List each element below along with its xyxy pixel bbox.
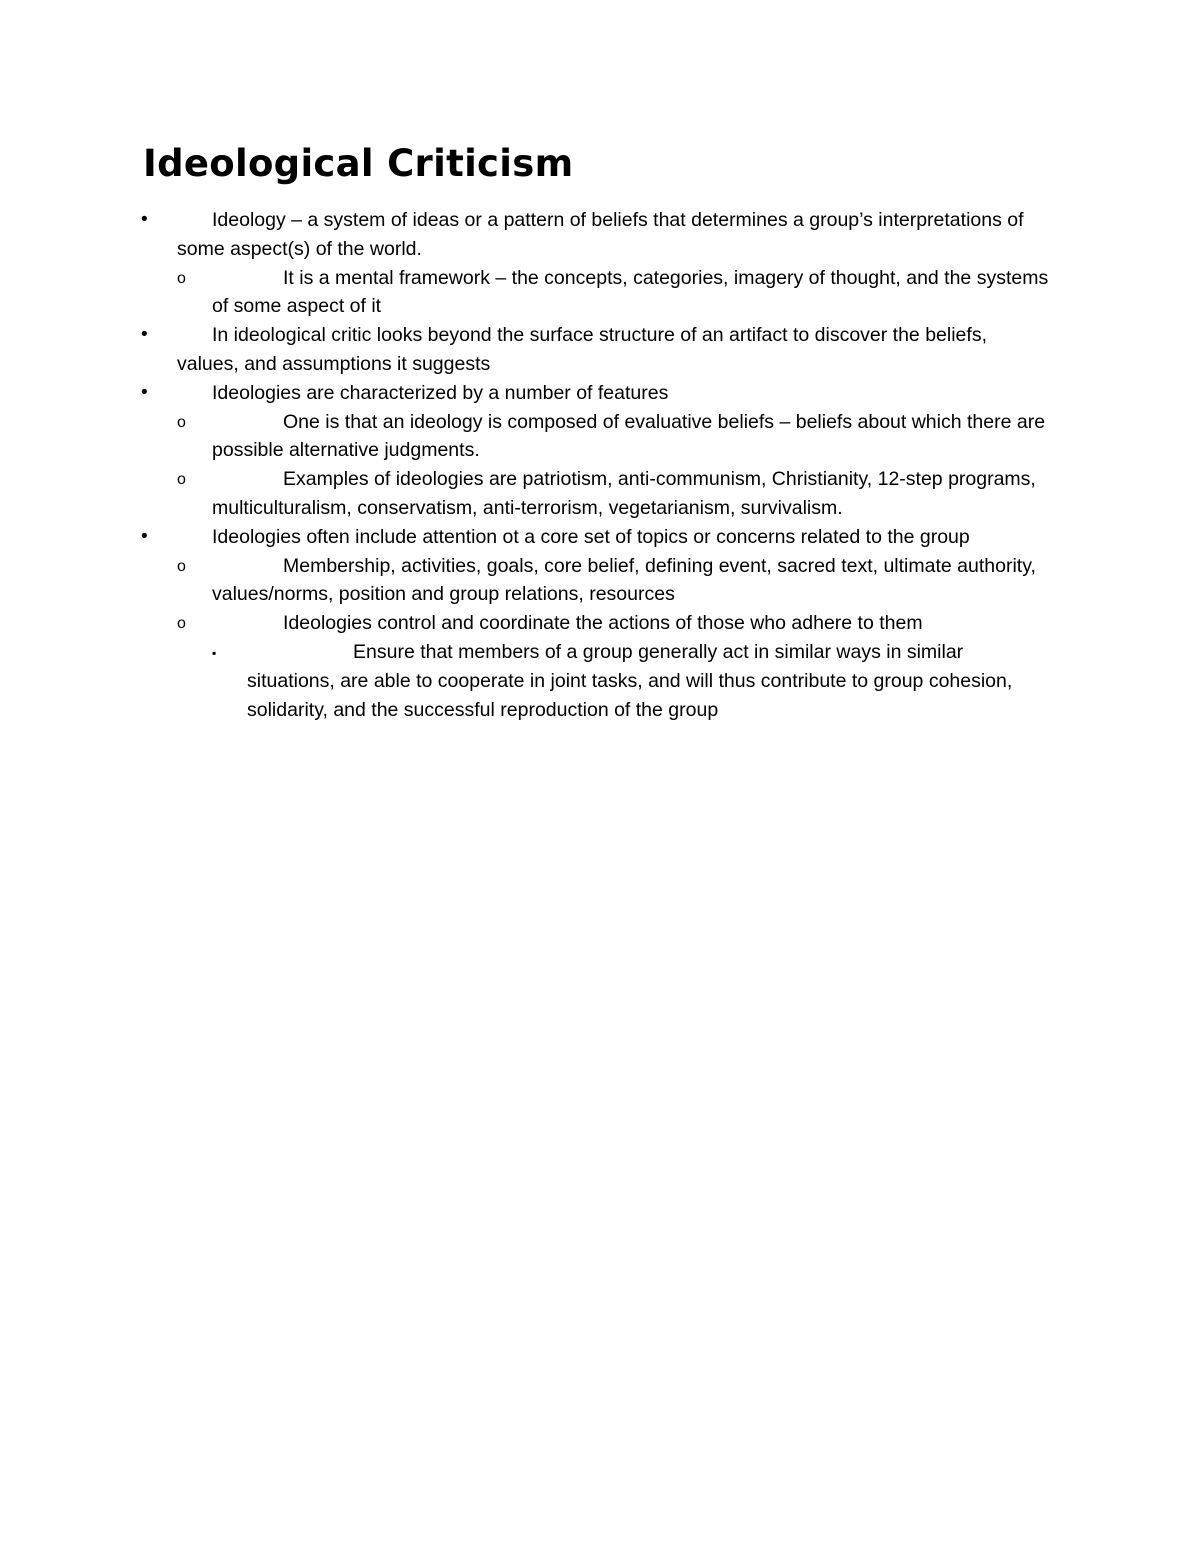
list-item	[0, 552, 1062, 610]
list-item	[0, 523, 1047, 552]
list-item-text: Examples of ideologies are patriotism, anti-communism, Christianity, 12-step programs, multiculturalism, conservatism, anti-terrorism, vegetarianism, survivalism.	[212, 468, 1036, 519]
list-item	[0, 321, 1047, 379]
list-item-text: Membership, activities, goals, core belief, defining event, sacred text, ultimate authority, values/norms, position and group relations, resources	[212, 554, 1036, 606]
list-item	[0, 638, 1037, 724]
list-item	[0, 379, 1047, 408]
list-item	[0, 609, 1062, 638]
bullet-disc-icon: •	[141, 525, 148, 547]
bullet-disc-icon: •	[141, 381, 148, 403]
bullet-circle-icon: o	[177, 471, 186, 489]
bullet-circle-icon: o	[177, 413, 186, 431]
bullet-disc-icon: •	[141, 324, 148, 346]
bullet-circle-icon: o	[177, 615, 186, 633]
bullet-disc-icon: •	[141, 209, 148, 230]
page-title: Ideological Criticism	[143, 142, 574, 185]
list-item	[0, 206, 1047, 264]
list-item-text: One is that an ideology is composed of evaluative beliefs – beliefs about which there are possible alternative judgments.	[212, 410, 1046, 462]
list-item	[0, 264, 1062, 322]
list-item-text: Ideologies control and coordinate the actions of those who adhere to them	[283, 612, 923, 635]
bullet-square-icon: ▪	[212, 645, 217, 660]
list-item-text: In ideological critic looks beyond the surface structure of an artifact to discover the beliefs, values, and assumptions it suggests	[177, 324, 987, 375]
list-item	[0, 465, 1062, 523]
list-item-text: Ensure that members of a group generally act in similar ways in similar situations, are able to cooperate in joint tasks, and will thus contribute to group cohesion, solidarity, and the successful reproduction of the group	[247, 640, 1013, 721]
list-item-text: Ideology – a system of ideas or a pattern of beliefs that determines a group’s interpretations of some aspect(s) of the world.	[177, 209, 1024, 260]
list-item-text: Ideologies often include attention ot a core set of topics or concerns related to the group	[212, 525, 970, 548]
bullet-circle-icon: o	[177, 269, 186, 287]
bullet-circle-icon: o	[177, 557, 186, 575]
outline-list	[0, 206, 1200, 724]
list-item-text: It is a mental framework – the concepts, categories, imagery of thought, and the systems of some aspect of it	[212, 266, 1049, 318]
list-item	[0, 408, 1062, 466]
list-item-text: Ideologies are characterized by a number of features	[212, 381, 669, 404]
